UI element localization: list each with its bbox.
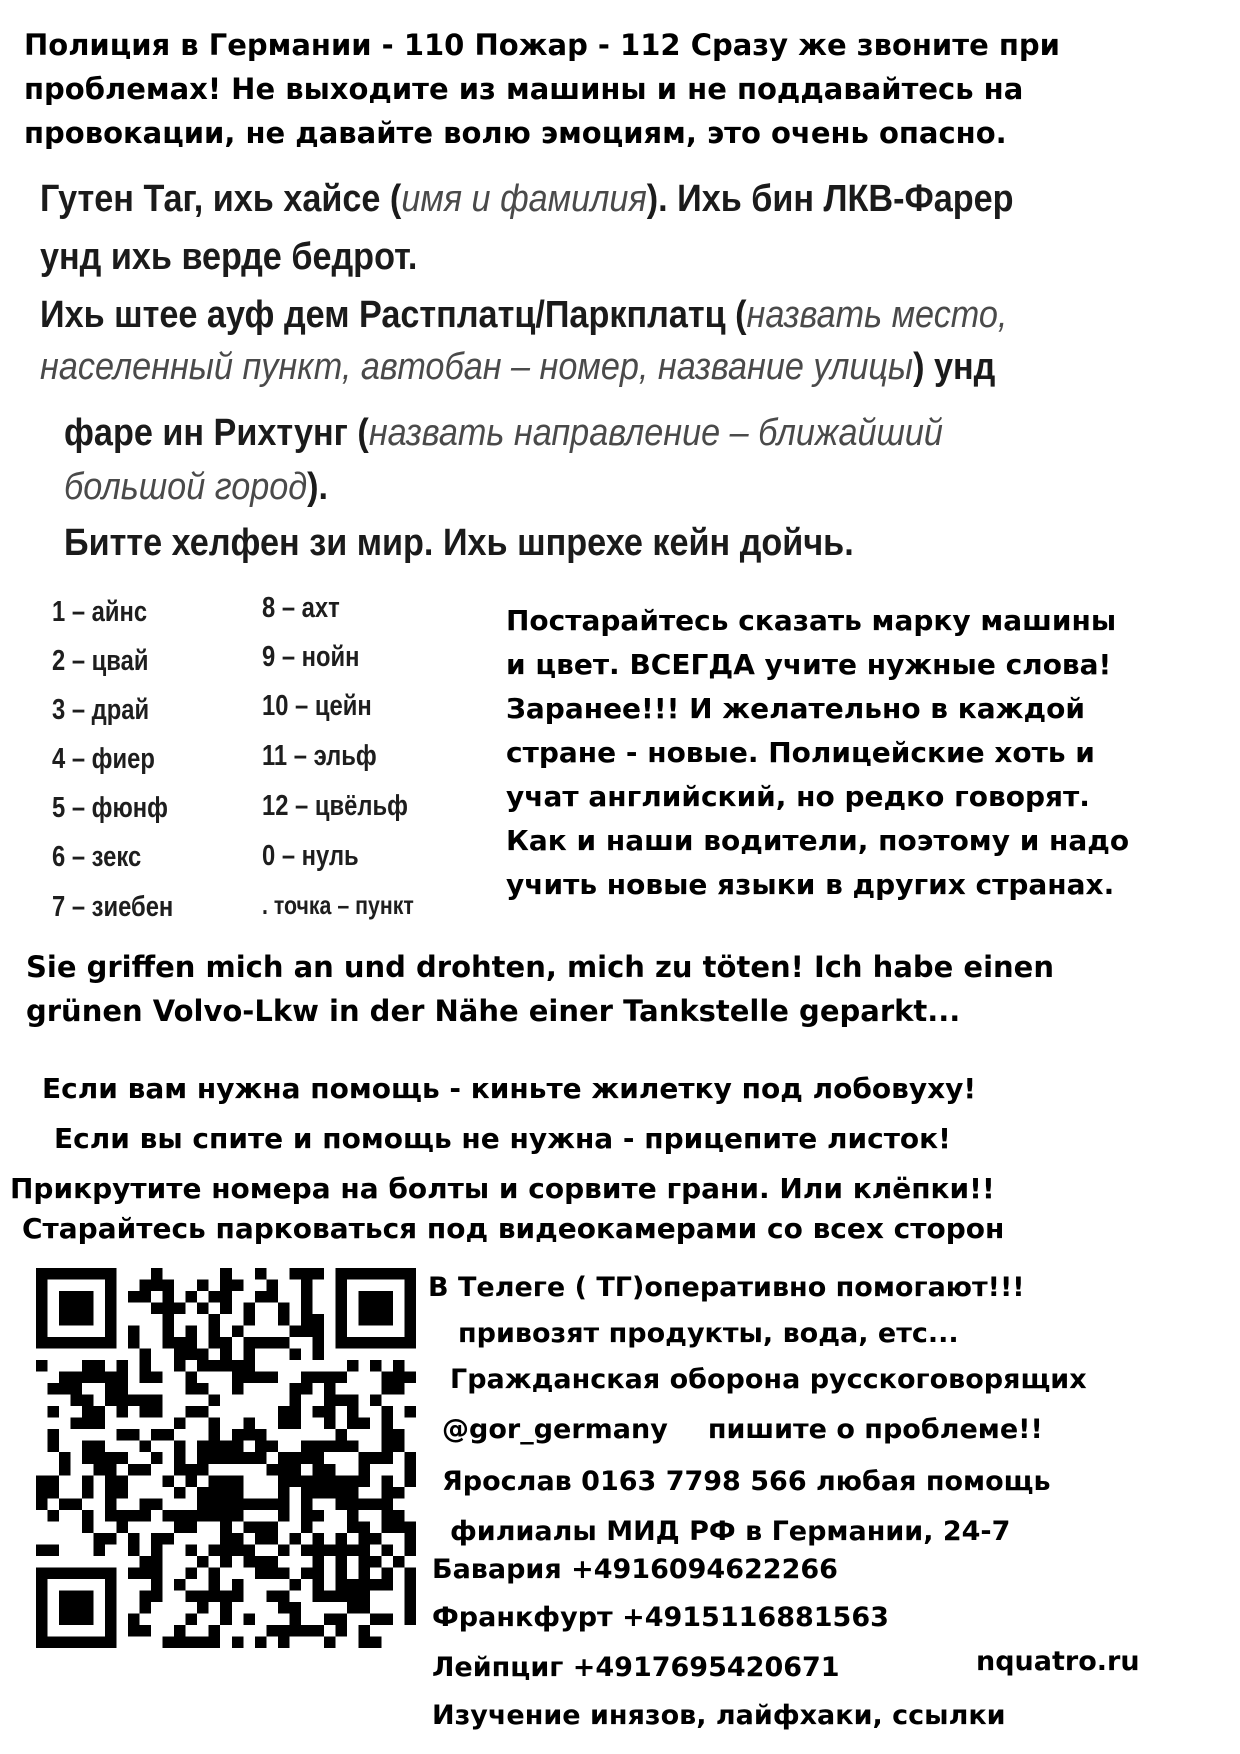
number-item: 3 – драй <box>52 694 150 726</box>
phrase-text: Ихь штее ауф дем Растплатц/Паркплатц ( <box>40 294 747 336</box>
contact-line: В Телеге ( ТГ)оперативно помогают!!! <box>428 1272 1025 1303</box>
phrase-hint: большой город <box>64 466 308 508</box>
phrase-text: ) унд <box>913 346 996 388</box>
telegram-handle[interactable]: @gor_germany <box>442 1414 668 1445</box>
number-item: 8 – ахт <box>262 592 340 624</box>
contact-line: Бавария +4916094622266 <box>432 1554 838 1585</box>
tip-line: Старайтесь парковаться под видеокамерами со всех сторон <box>22 1212 1005 1245</box>
number-item: 9 – нойн <box>262 641 360 673</box>
advice-line: стране - новые. Полицейские хоть и <box>506 736 1095 769</box>
number-item: 12 – цвёльф <box>262 790 408 822</box>
advice-line: учат английский, но редко говорят. <box>506 780 1090 813</box>
phrase-text: Гутен Таг, ихь хайсе ( <box>40 178 402 220</box>
contact-line: Лейпциг +4917695420671 <box>432 1652 840 1683</box>
advice-line: Заранее!!! И желательно в каждой <box>506 692 1086 725</box>
advice-line: и цвет. ВСЕГДА учите нужные слова! <box>506 648 1112 681</box>
contact-line: Франкфурт +4915116881563 <box>432 1602 889 1633</box>
qr-code-image <box>36 1268 416 1648</box>
number-item: 6 – зекс <box>52 841 142 873</box>
phrase-line-3 <box>40 294 1007 337</box>
contact-line <box>442 1414 1043 1445</box>
phrase-text: фаре ин Рихтунг ( <box>64 412 369 454</box>
phrase-line-1 <box>40 178 1014 221</box>
tip-line: Если вы спите и помощь не нужна - прицепите листок! <box>54 1122 951 1155</box>
phrase-line-6 <box>64 466 328 509</box>
contact-line: Гражданская оборона русскоговорящих <box>450 1364 1087 1395</box>
phrase-text: ). <box>307 466 329 508</box>
number-item: . точка – пункт <box>262 890 414 920</box>
number-item: 11 – эльф <box>262 740 377 772</box>
header-line-2: проблемах! Не выходите из машины и не поддавайтесь на <box>24 72 1024 106</box>
contact-line: филиалы МИД РФ в Германии, 24-7 <box>450 1516 1011 1547</box>
number-item: 2 – цвай <box>52 645 149 677</box>
phrase-hint: назвать место, <box>746 294 1008 336</box>
tip-line: Прикрутите номера на болты и сорвите грани. Или клёпки!! <box>10 1172 995 1205</box>
phrase-text: ). Ихь бин ЛКВ-Фарер <box>646 178 1014 220</box>
german-line-1: Sie griffen mich an und drohten, mich zu töten! Ich habe einen <box>26 950 1054 984</box>
tip-line: Если вам нужна помощь - киньте жилетку под лобовуху! <box>42 1072 977 1105</box>
phrase-hint: населенный пункт, автобан – номер, название улицы <box>40 346 914 388</box>
website[interactable]: nquatro.ru <box>976 1646 1140 1677</box>
number-item: 5 – фюнф <box>52 792 168 824</box>
advice-line: Как и наши водители, поэтому и надо <box>506 824 1130 857</box>
number-item: 7 – зиебен <box>52 891 174 923</box>
phrase-line-2: унд ихь верде бедрот. <box>40 236 418 278</box>
contact-line: Ярослав 0163 7798 566 любая помощь <box>442 1466 1051 1497</box>
header-line-3: провокации, не давайте волю эмоциям, это очень опасно. <box>24 116 1007 150</box>
phrase-hint: имя и фамилия <box>401 178 647 220</box>
phrase-line-4 <box>40 346 995 389</box>
advice-line: учить новые языки в других странах. <box>506 868 1115 901</box>
contact-text: пишите о проблеме!! <box>707 1414 1043 1445</box>
advice-line: Постарайтесь сказать марку машины <box>506 604 1117 637</box>
phrase-line-5 <box>64 412 943 455</box>
contact-line: Изучение инязов, лайфхаки, ссылки <box>432 1700 1006 1731</box>
number-item: 0 – нуль <box>262 840 359 872</box>
number-item: 10 – цейн <box>262 690 372 722</box>
contact-line: привозят продукты, вода, етс... <box>458 1318 959 1349</box>
number-item: 4 – фиер <box>52 743 155 775</box>
header-line-1: Полиция в Германии - 110 Пожар - 112 Сразу же звоните при <box>24 28 1060 62</box>
phrase-hint: назвать направление – ближайший <box>368 412 943 454</box>
german-line-2: grünen Volvo-Lkw in der Nähe einer Tankstelle geparkt... <box>26 994 961 1028</box>
phrase-line-7: Битте хелфен зи мир. Ихь шпрехе кейн дойчь. <box>64 522 854 564</box>
number-item: 1 – айнс <box>52 596 148 628</box>
